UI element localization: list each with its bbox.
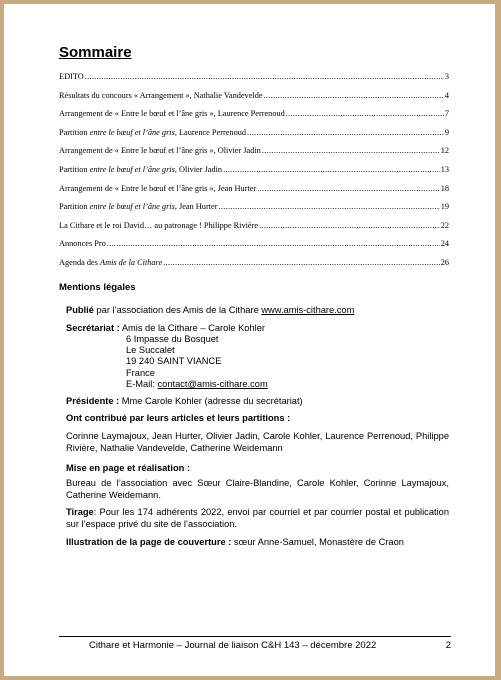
toc-page-number: 7 bbox=[444, 109, 449, 119]
toc-page-number: 9 bbox=[444, 127, 449, 137]
toc-leader-dots bbox=[257, 184, 439, 193]
toc-entry[interactable] bbox=[59, 165, 449, 184]
footer-text: Cithare et Harmonie – Journal de liaison C&H 143 – décembre 2022 bbox=[89, 640, 377, 651]
toc-leader-dots bbox=[85, 72, 444, 81]
secretariat-address bbox=[126, 334, 268, 390]
presidente-line bbox=[66, 396, 303, 406]
table-of-contents bbox=[59, 72, 449, 277]
mentions-heading: Mentions légales bbox=[59, 282, 136, 293]
address-line: 19 240 SAINT VIANCE bbox=[126, 356, 222, 367]
presidente-text: Mme Carole Kohler (adresse du secrétariat) bbox=[119, 396, 303, 406]
website-link[interactable]: www.amis-cithare.com bbox=[261, 305, 355, 315]
toc-leader-dots bbox=[223, 165, 440, 174]
secretariat-label: Secrétariat : bbox=[66, 323, 120, 333]
toc-entry-label: Résultats du concours « Arrangement », Nathalie Vandevelde bbox=[59, 90, 263, 100]
toc-leader-dots bbox=[163, 258, 440, 267]
toc-page-number: 4 bbox=[444, 90, 449, 100]
publie-text: par l’association des Amis de la Cithare bbox=[93, 305, 262, 315]
toc-entry-label: Annonces Pro bbox=[59, 239, 106, 249]
toc-page-number: 18 bbox=[440, 183, 449, 193]
toc-entry-label: Partition entre le bœuf et l’âne gris, Laurence Perrenoud bbox=[59, 127, 247, 137]
address-line: France bbox=[126, 367, 155, 378]
toc-entry[interactable] bbox=[59, 239, 449, 258]
toc-entry-label: Partition entre le bœuf et l’âne gris, Jean Hurter bbox=[59, 202, 218, 212]
illustration-line bbox=[66, 537, 404, 547]
toc-page-number: 26 bbox=[440, 257, 449, 267]
mise-heading: Mise en page et réalisation : bbox=[66, 463, 190, 473]
toc-leader-dots bbox=[259, 221, 440, 230]
document-page bbox=[4, 4, 495, 676]
toc-entry-label: Arrangement de « Entre le bœuf et l’âne gris », Laurence Perrenoud bbox=[59, 109, 285, 119]
email-label: E-Mail: bbox=[126, 378, 158, 389]
contrib-text: Corinne Laymajoux, Jean Hurter, Olivier Jadin, Carole Kohler, Laurence Perrenoud, Philippe Rivière, Nathalie Vandevelde, Catherine Weidemann bbox=[66, 431, 449, 453]
illustration-text: sœur Anne-Samuel, Monastère de Craon bbox=[231, 537, 404, 547]
toc-leader-dots bbox=[262, 146, 440, 155]
email-link[interactable]: contact@amis-cithare.com bbox=[157, 378, 268, 389]
toc-entry-label: Arrangement de « Entre le bœuf et l’âne gris », Olivier Jadin bbox=[59, 146, 261, 156]
secretariat-name: Amis de la Cithare – Carole Kohler bbox=[119, 323, 265, 333]
toc-leader-dots bbox=[218, 202, 439, 211]
footer-rule bbox=[59, 636, 451, 637]
toc-leader-dots bbox=[107, 239, 440, 248]
toc-entry[interactable] bbox=[59, 109, 449, 128]
tirage-label: Tirage bbox=[66, 507, 94, 517]
tirage-paragraph bbox=[66, 507, 449, 531]
publie-line bbox=[66, 305, 354, 315]
toc-entry-label: Arrangement de « Entre le bœuf et l’âne gris », Jean Hurter bbox=[59, 183, 257, 193]
email-line bbox=[126, 379, 268, 390]
toc-leader-dots bbox=[286, 109, 444, 118]
address-line: Le Succalet bbox=[126, 345, 175, 356]
page-number: 2 bbox=[445, 640, 451, 651]
toc-entry[interactable] bbox=[59, 146, 449, 165]
toc-entry[interactable] bbox=[59, 128, 449, 147]
toc-entry[interactable] bbox=[59, 258, 449, 277]
toc-page-number: 19 bbox=[440, 202, 449, 212]
presidente-label: Présidente : bbox=[66, 396, 120, 406]
toc-entry[interactable] bbox=[59, 184, 449, 203]
toc-entry-label: Partition entre le bœuf et l’âne gris, Olivier Jadin bbox=[59, 164, 223, 174]
toc-page-number: 3 bbox=[444, 72, 449, 81]
mise-text: Bureau de l’association avec Sœur Claire-Blandine, Carole Kohler, Corinne Laymajoux, Catherine Weidemann. bbox=[66, 478, 449, 500]
secretariat-line bbox=[66, 323, 265, 333]
toc-page-number: 12 bbox=[440, 146, 449, 156]
tirage-text: : Pour les 174 adhérents 2022, envoi par courriel et par courrier postal et publication sur l’espace privé du site de l’association. bbox=[66, 507, 449, 529]
toc-page-number: 13 bbox=[440, 164, 449, 174]
toc-entry-label: EDITO bbox=[59, 72, 84, 81]
illustration-label: Illustration de la page de couverture : bbox=[66, 537, 232, 547]
address-line: 6 Impasse du Bosquet bbox=[126, 334, 219, 344]
toc-page-number: 22 bbox=[440, 220, 449, 230]
page-title: Sommaire bbox=[59, 44, 132, 61]
toc-page-number: 24 bbox=[440, 239, 449, 249]
toc-entry[interactable] bbox=[59, 91, 449, 110]
toc-leader-dots bbox=[264, 91, 444, 100]
toc-entry[interactable] bbox=[59, 221, 449, 240]
toc-entry-label: Agenda des Amis de la Cithare bbox=[59, 257, 163, 267]
publie-label: Publié bbox=[66, 305, 94, 315]
toc-leader-dots bbox=[247, 128, 444, 137]
toc-entry-label: La Cithare et le roi David… au patronage ! Philippe Rivière bbox=[59, 220, 259, 230]
toc-entry[interactable] bbox=[59, 202, 449, 221]
toc-entry[interactable] bbox=[59, 72, 449, 91]
contrib-heading: Ont contribué par leurs articles et leurs partitions : bbox=[66, 413, 291, 423]
